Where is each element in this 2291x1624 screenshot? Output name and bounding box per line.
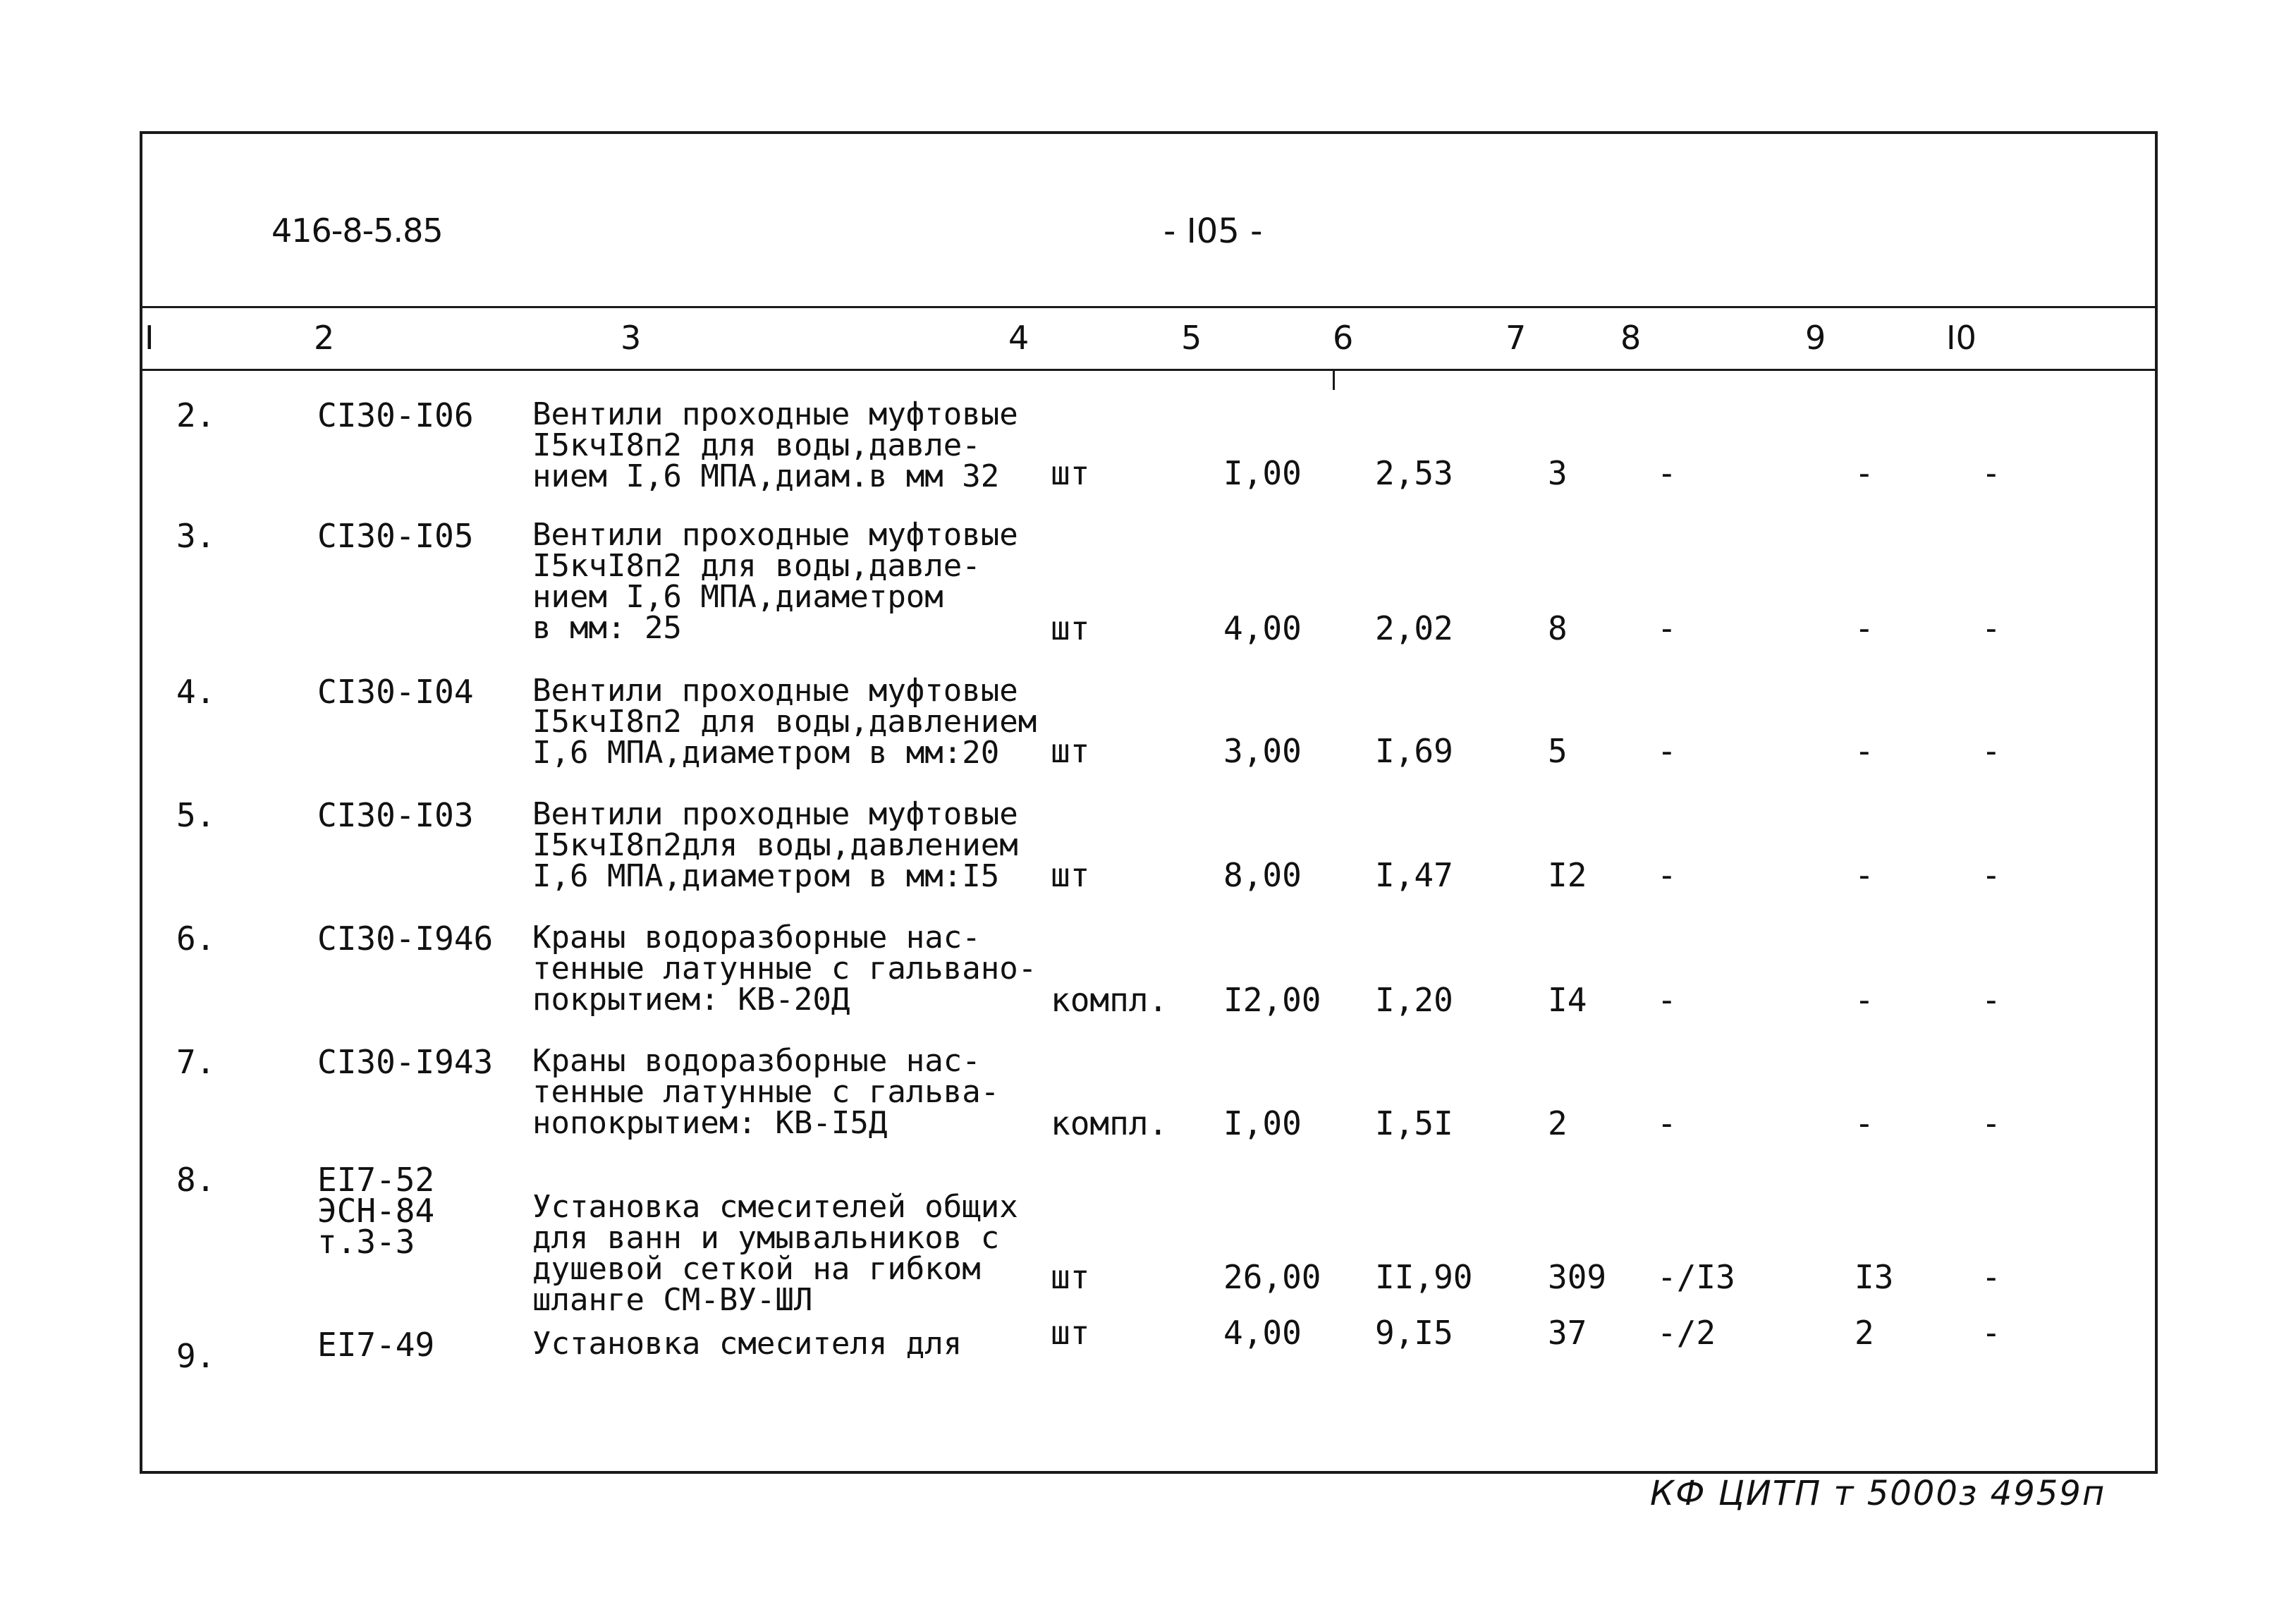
row-unit: шт [1051,454,1090,492]
row-quantity: 8,00 [1223,856,1302,894]
row-total: 8 [1548,609,1568,647]
column-header-rule [140,369,2158,371]
row-code: EI7-52 [317,1161,435,1199]
row-col9: - [1855,454,1874,492]
row-col8: - [1657,732,1677,770]
row-description: шланге СМ-ВУ-ШЛ [532,1282,813,1318]
row-code: CI30-I943 [317,1043,494,1081]
row-col8: - [1657,454,1677,492]
column-number-10: I0 [1946,319,1977,357]
row-unit: шт [1051,1314,1090,1352]
column-number-9: 9 [1805,319,1826,357]
row-col10: - [1981,1314,2001,1352]
row-description: Вентили проходные муфтовые [532,796,1018,832]
row-code: EI7-49 [317,1326,435,1364]
row-quantity: I2,00 [1223,981,1321,1019]
row-unit: шт [1051,856,1090,894]
row-unit: шт [1051,609,1090,647]
row-col10: - [1981,1258,2001,1296]
row-col9: I3 [1855,1258,1894,1296]
row-col9: 2 [1855,1314,1874,1352]
row-code: CI30-I05 [317,517,474,555]
row-col10: - [1981,1104,2001,1142]
row-number: 9. [176,1337,216,1375]
row-description: Вентили проходные муфтовые [532,396,1018,432]
document-code: 416-8-5.85 [271,212,443,250]
row-col8: -/2 [1657,1314,1716,1352]
row-price: 2,53 [1375,454,1453,492]
row-description: I,6 МПА,диаметром в мм:I5 [532,858,1000,894]
row-description: покрытием: КВ-20Д [532,982,850,1018]
row-total: I4 [1548,981,1587,1019]
column-number-7: 7 [1505,319,1527,357]
column-divider [1333,369,1335,390]
column-number-8: 8 [1620,319,1642,357]
row-description: Вентили проходные муфтовые [532,673,1018,709]
row-quantity: I,00 [1223,454,1302,492]
row-price: I,5I [1375,1104,1453,1142]
column-number-6: 6 [1333,319,1354,357]
row-unit: компл. [1051,981,1168,1019]
row-description: нием I,6 МПА,диам.в мм 32 [532,458,1000,494]
row-price: I,47 [1375,856,1453,894]
row-number: 4. [176,673,216,711]
column-number-3: 3 [621,319,642,357]
row-number: 2. [176,396,216,434]
row-price: I,69 [1375,732,1453,770]
row-description: I5кчI8п2для воды,давлением [532,827,1018,863]
archive-stamp: КФ ЦИТП т 5000з 4959п [1650,1474,2106,1513]
row-col8: -/I3 [1657,1258,1735,1296]
row-description: I5кчI8п2 для воды,давле- [532,548,981,584]
row-code: CI30-I946 [317,920,494,958]
row-description: в мм: 25 [532,610,682,646]
row-quantity: 3,00 [1223,732,1302,770]
row-description: Установка смесителя для [532,1326,963,1362]
column-number-5: 5 [1181,319,1202,357]
row-total: 37 [1548,1314,1587,1352]
row-col9: - [1855,856,1874,894]
row-col8: - [1657,609,1677,647]
column-number-1: I [145,319,154,357]
row-col9: - [1855,981,1874,1019]
row-number: 8. [176,1161,216,1199]
row-col8: - [1657,981,1677,1019]
row-col8: - [1657,1104,1677,1142]
row-number: 3. [176,517,216,555]
row-description: Вентили проходные муфтовые [532,517,1018,553]
row-description: Установка смесителей общих [532,1189,1018,1225]
row-number: 5. [176,796,216,834]
row-description: I5кчI8п2 для воды,давле- [532,427,981,463]
column-number-2: 2 [314,319,335,357]
row-unit: компл. [1051,1104,1168,1142]
row-description: нием I,6 МПА,диаметром [532,579,943,615]
row-description: для ванн и умывальников с [532,1220,1000,1256]
row-description: тенные латунные с гальва- [532,1074,1000,1110]
row-total: 2 [1548,1104,1568,1142]
row-col10: - [1981,609,2001,647]
row-col10: - [1981,454,2001,492]
row-price: 2,02 [1375,609,1453,647]
row-total: 309 [1548,1258,1607,1296]
row-col10: - [1981,732,2001,770]
row-quantity: I,00 [1223,1104,1302,1142]
header-rule [140,306,2158,308]
row-description: Краны водоразборные нас- [532,920,981,956]
page-number: - I05 - [1163,212,1263,251]
row-code: CI30-I04 [317,673,474,711]
row-total: 5 [1548,732,1568,770]
row-description: тенные латунные с гальвано- [532,951,1037,987]
row-quantity: 26,00 [1223,1258,1321,1296]
row-col9: - [1855,732,1874,770]
row-code: т.3-3 [317,1223,415,1261]
row-col9: - [1855,609,1874,647]
row-description: нопокрытием: КВ-I5Д [532,1105,888,1141]
row-number: 7. [176,1043,216,1081]
row-price: I,20 [1375,981,1453,1019]
row-description: I,6 МПА,диаметром в мм:20 [532,735,1000,771]
row-number: 6. [176,920,216,958]
row-code: ЭСН-84 [317,1192,435,1230]
row-description: душевой сеткой на гибком [532,1251,981,1287]
row-unit: шт [1051,732,1090,770]
row-total: I2 [1548,856,1587,894]
row-total: 3 [1548,454,1568,492]
row-code: CI30-I06 [317,396,474,434]
row-col9: - [1855,1104,1874,1142]
row-unit: шт [1051,1258,1090,1296]
row-price: 9,I5 [1375,1314,1453,1352]
row-quantity: 4,00 [1223,1314,1302,1352]
row-description: I5кчI8п2 для воды,давлением [532,704,1037,740]
column-number-4: 4 [1008,319,1030,357]
row-price: II,90 [1375,1258,1473,1296]
row-col10: - [1981,856,2001,894]
row-quantity: 4,00 [1223,609,1302,647]
row-description: Краны водоразборные нас- [532,1043,981,1079]
row-col8: - [1657,856,1677,894]
row-code: CI30-I03 [317,796,474,834]
row-col10: - [1981,981,2001,1019]
